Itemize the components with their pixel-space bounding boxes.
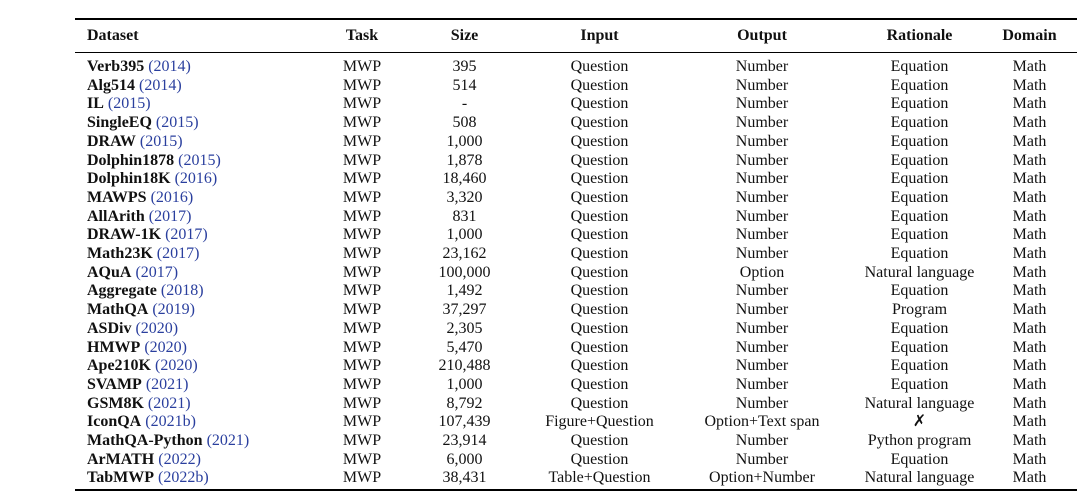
dataset-citation-link[interactable]: (2019): [152, 301, 195, 319]
cell-size: 38,431: [442, 469, 487, 487]
cell-input: Question: [570, 301, 629, 319]
table-row: [75, 226, 1077, 245]
cell-output: Number: [735, 319, 789, 337]
dataset-name: IL: [87, 95, 104, 113]
cell-input: Question: [570, 282, 629, 300]
cell-rationale: Equation: [890, 450, 949, 468]
cell-size: 100,000: [438, 263, 491, 281]
dataset-name: Aggregate: [87, 282, 157, 300]
cell-size: 1,000: [446, 226, 483, 244]
dataset-name: IconQA: [87, 413, 142, 431]
cell-dataset: [75, 301, 327, 320]
cell-rationale: Equation: [890, 95, 949, 113]
cell-input: Question: [570, 394, 629, 412]
cell-output: Number: [735, 338, 789, 356]
table-row: [75, 357, 1077, 376]
cell-domain: Math: [1012, 301, 1047, 319]
table-row: [75, 189, 1077, 208]
dataset-name: ASDiv: [87, 319, 132, 337]
cell-dataset: [75, 77, 327, 96]
cell-output: Number: [735, 114, 789, 132]
table-row: [75, 376, 1077, 395]
cell-input: Question: [570, 357, 629, 375]
cell-task: MWP: [342, 245, 382, 263]
cell-input: Question: [570, 319, 629, 337]
cell-input: Question: [570, 95, 629, 113]
cell-output: Number: [735, 95, 789, 113]
cell-dataset: [75, 53, 327, 77]
cell-domain: Math: [1012, 188, 1047, 206]
cell-domain: Math: [1012, 450, 1047, 468]
cell-domain: Math: [1012, 319, 1047, 337]
cell-input: Table+Question: [548, 469, 651, 487]
cell-size: 1,000: [446, 375, 483, 393]
cell-output: Number: [735, 375, 789, 393]
cell-task: MWP: [342, 394, 382, 412]
cell-output: Option+Text span: [704, 413, 820, 431]
dataset-name: DRAW: [87, 132, 136, 150]
cell-task: MWP: [342, 58, 382, 75]
table-row: [75, 170, 1077, 189]
cell-rationale: Equation: [890, 226, 949, 244]
cell-input: Question: [570, 76, 629, 94]
cell-domain: Math: [1012, 132, 1047, 150]
cell-size: 8,792: [446, 394, 483, 412]
cell-input: Question: [570, 432, 629, 450]
cell-task: MWP: [342, 357, 382, 375]
cell-rationale: Equation: [890, 338, 949, 356]
cell-size: 831: [452, 207, 477, 225]
dataset-name: SingleEQ: [87, 114, 152, 132]
table-row: [75, 432, 1077, 451]
table-row: [75, 339, 1077, 358]
dataset-name: TabMWP: [87, 469, 154, 487]
cell-domain: Math: [1012, 95, 1047, 113]
dataset-citation-link[interactable]: (2014): [148, 58, 191, 75]
cell-task: MWP: [342, 207, 382, 225]
dataset-name: MathQA-Python: [87, 432, 203, 450]
cell-input: Question: [570, 58, 629, 75]
cell-size: 210,488: [438, 357, 491, 375]
cell-size: 1,000: [446, 132, 483, 150]
cell-rationale: Natural language: [864, 263, 975, 281]
table-row: [75, 320, 1077, 339]
cell-domain: Math: [1012, 432, 1047, 450]
table-body: [75, 53, 1077, 491]
table-row: [75, 114, 1077, 133]
dataset-citation-link[interactable]: (2020): [155, 357, 198, 375]
cell-output: Number: [735, 432, 789, 450]
cell-task: MWP: [342, 450, 382, 468]
cell-dataset: [75, 339, 327, 358]
dataset-name: Dolphin18K: [87, 170, 171, 188]
cell-rationale: Natural language: [864, 394, 975, 412]
dataset-name: DRAW-1K: [87, 226, 162, 244]
table-row: [75, 152, 1077, 171]
cell-domain: Math: [1012, 245, 1047, 263]
cell-input: Figure+Question: [545, 413, 654, 431]
header-task: Task: [345, 27, 379, 44]
dataset-citation-link[interactable]: (2015): [178, 151, 221, 169]
dataset-name: SVAMP: [87, 375, 142, 393]
cell-dataset: [75, 208, 327, 227]
cell-domain: Math: [1012, 375, 1047, 393]
cell-rationale: Equation: [890, 151, 949, 169]
dataset-name: Dolphin1878: [87, 151, 175, 169]
cell-task: MWP: [342, 319, 382, 337]
cell-input: Question: [570, 245, 629, 263]
table-row: [75, 77, 1077, 96]
cell-input: Question: [570, 188, 629, 206]
cell-rationale: Equation: [890, 170, 949, 188]
cell-dataset: [75, 395, 327, 414]
cell-dataset: [75, 264, 327, 283]
cell-domain: Math: [1012, 58, 1047, 75]
cell-size: 2,305: [446, 319, 483, 337]
cell-output: Number: [735, 188, 789, 206]
cell-size: 395: [452, 58, 477, 75]
cell-output: Number: [735, 301, 789, 319]
dataset-citation-link[interactable]: (2017): [148, 207, 192, 225]
header-output: Output: [737, 27, 787, 44]
cell-domain: Math: [1012, 207, 1047, 225]
dataset-citation-link[interactable]: (2017): [165, 226, 208, 244]
cell-output: Number: [735, 207, 789, 225]
cell-output: Number: [735, 226, 789, 244]
cell-task: MWP: [342, 338, 382, 356]
cell-dataset: [75, 114, 327, 133]
cell-input: Question: [570, 450, 629, 468]
table-row: [75, 413, 1077, 432]
cell-dataset: [75, 376, 327, 395]
cell-rationale: Equation: [890, 58, 949, 75]
dataset-name: AllArith: [87, 207, 145, 225]
cell-dataset: [75, 95, 327, 114]
table-row: [75, 469, 1077, 490]
cell-dataset: [75, 469, 327, 490]
dataset-citation-link[interactable]: (2021b): [145, 413, 196, 431]
table-row: [75, 395, 1077, 414]
cell-size: 18,460: [442, 170, 487, 188]
cell-size: -: [461, 95, 468, 113]
cell-task: MWP: [342, 282, 382, 300]
cell-size: 1,492: [446, 282, 483, 300]
cell-output: Number: [735, 132, 789, 150]
cell-size: 514: [452, 76, 477, 94]
table-row: [75, 245, 1077, 264]
cell-size: 5,470: [446, 338, 483, 356]
cell-task: MWP: [342, 114, 382, 132]
cell-rationale: Program: [891, 301, 948, 319]
dataset-citation-link[interactable]: (2021): [147, 394, 191, 412]
cell-task: MWP: [342, 226, 382, 244]
dataset-name: Verb395: [87, 58, 145, 75]
dataset-name: Ape210K: [87, 357, 151, 375]
table-row: [75, 208, 1077, 227]
cell-size: 107,439: [438, 413, 491, 431]
cell-rationale: Equation: [890, 132, 949, 150]
cell-size: 1,878: [446, 151, 483, 169]
cell-size: 23,914: [442, 432, 487, 450]
cell-dataset: [75, 170, 327, 189]
dataset-table-container: [75, 18, 1065, 491]
cell-output: Number: [735, 76, 789, 94]
cell-domain: Math: [1012, 263, 1047, 281]
header-size: Size: [450, 27, 479, 44]
header-input: Input: [580, 27, 619, 44]
dataset-name: Alg514: [87, 76, 135, 94]
dataset-name: HMWP: [87, 338, 141, 356]
cell-domain: Math: [1012, 413, 1047, 431]
cell-input: Question: [570, 170, 629, 188]
cell-domain: Math: [1012, 282, 1047, 300]
cell-domain: Math: [1012, 357, 1047, 375]
cell-rationale: Natural language: [864, 469, 975, 487]
cell-rationale: Equation: [890, 357, 949, 375]
cell-dataset: [75, 189, 327, 208]
dataset-name: Math23K: [87, 245, 153, 263]
cell-domain: Math: [1012, 226, 1047, 244]
cell-dataset: [75, 451, 327, 470]
table-row: [75, 451, 1077, 470]
dataset-citation-link[interactable]: (2016): [150, 188, 194, 206]
cell-input: Question: [570, 338, 629, 356]
dataset-name: GSM8K: [87, 394, 144, 412]
cell-output: Number: [735, 394, 789, 412]
cell-task: MWP: [342, 132, 382, 150]
cell-rationale: Equation: [890, 188, 949, 206]
cell-rationale: Python program: [867, 432, 972, 450]
dataset-citation-link[interactable]: (2020): [144, 338, 187, 356]
cell-task: MWP: [342, 301, 382, 319]
dataset-citation-link[interactable]: (2021): [206, 432, 250, 450]
cell-input: Question: [570, 207, 629, 225]
dataset-name: MAWPS: [87, 188, 147, 206]
dataset-citation-link[interactable]: (2015): [155, 114, 199, 132]
cell-dataset: [75, 320, 327, 339]
cell-output: Option+Number: [709, 469, 815, 487]
cell-rationale: ✗: [912, 413, 927, 431]
cell-size: 23,162: [442, 245, 487, 263]
cell-dataset: [75, 245, 327, 264]
cell-domain: Math: [1012, 394, 1047, 412]
cell-rationale: Equation: [890, 114, 949, 132]
dataset-name: ArMATH: [87, 450, 155, 468]
cell-task: MWP: [342, 95, 382, 113]
cell-input: Question: [570, 114, 629, 132]
table-header: [75, 19, 1077, 53]
cell-rationale: Equation: [890, 375, 949, 393]
cell-input: Question: [570, 263, 629, 281]
cell-output: Number: [735, 450, 789, 468]
cell-input: Question: [570, 151, 629, 169]
dataset-citation-link[interactable]: (2018): [160, 282, 204, 300]
cell-task: MWP: [342, 413, 382, 431]
cell-output: Number: [735, 170, 789, 188]
cell-rationale: Equation: [890, 207, 949, 225]
cell-dataset: [75, 357, 327, 376]
cell-task: MWP: [342, 469, 382, 487]
header-domain: Domain: [1002, 27, 1057, 44]
cell-task: MWP: [342, 170, 382, 188]
cell-domain: Math: [1012, 338, 1047, 356]
cell-task: MWP: [342, 432, 382, 450]
cell-output: Number: [735, 58, 789, 75]
dataset-name: MathQA: [87, 301, 149, 319]
dataset-table: [75, 18, 1077, 491]
cell-domain: Math: [1012, 469, 1047, 487]
header-dataset: Dataset: [87, 27, 139, 44]
dataset-citation-link[interactable]: (2020): [135, 319, 179, 337]
cell-dataset: [75, 282, 327, 301]
cell-dataset: [75, 413, 327, 432]
table-row: [75, 53, 1077, 77]
cell-task: MWP: [342, 188, 382, 206]
cell-task: MWP: [342, 76, 382, 94]
cell-output: Number: [735, 282, 789, 300]
cell-size: 508: [452, 114, 477, 132]
cell-task: MWP: [342, 151, 382, 169]
dataset-citation-link[interactable]: (2014): [139, 76, 182, 94]
dataset-citation-link[interactable]: (2021): [145, 375, 189, 393]
cell-dataset: [75, 226, 327, 245]
cell-input: Question: [570, 375, 629, 393]
table-row: [75, 133, 1077, 152]
table-row: [75, 95, 1077, 114]
cell-task: MWP: [342, 263, 382, 281]
cell-output: Number: [735, 245, 789, 263]
cell-output: Option: [739, 263, 785, 281]
table-row: [75, 301, 1077, 320]
dataset-citation-link[interactable]: (2015): [107, 95, 151, 113]
dataset-citation-link[interactable]: (2016): [174, 170, 218, 188]
dataset-citation-link[interactable]: (2017): [135, 263, 179, 281]
cell-size: 3,320: [446, 188, 483, 206]
cell-rationale: Equation: [890, 245, 949, 263]
header-row: [75, 19, 1077, 53]
cell-dataset: [75, 133, 327, 152]
cell-rationale: Equation: [890, 282, 949, 300]
table-row: [75, 264, 1077, 283]
dataset-citation-link[interactable]: (2015): [139, 132, 183, 150]
cell-rationale: Equation: [890, 319, 949, 337]
cell-output: Number: [735, 151, 789, 169]
dataset-citation-link[interactable]: (2022): [158, 450, 201, 468]
cell-dataset: [75, 152, 327, 171]
cell-input: Question: [570, 226, 629, 244]
header-rationale: Rationale: [886, 27, 953, 44]
cell-domain: Math: [1012, 114, 1047, 132]
cell-input: Question: [570, 132, 629, 150]
cell-size: 6,000: [446, 450, 483, 468]
dataset-citation-link[interactable]: (2017): [156, 245, 200, 263]
cell-domain: Math: [1012, 151, 1047, 169]
cell-domain: Math: [1012, 76, 1047, 94]
cell-output: Number: [735, 357, 789, 375]
cell-task: MWP: [342, 375, 382, 393]
table-row: [75, 282, 1077, 301]
dataset-name: AQuA: [87, 263, 132, 281]
cell-domain: Math: [1012, 170, 1047, 188]
cell-size: 37,297: [442, 301, 487, 319]
dataset-citation-link[interactable]: (2022b): [157, 469, 209, 487]
cell-rationale: Equation: [890, 76, 949, 94]
cell-dataset: [75, 432, 327, 451]
